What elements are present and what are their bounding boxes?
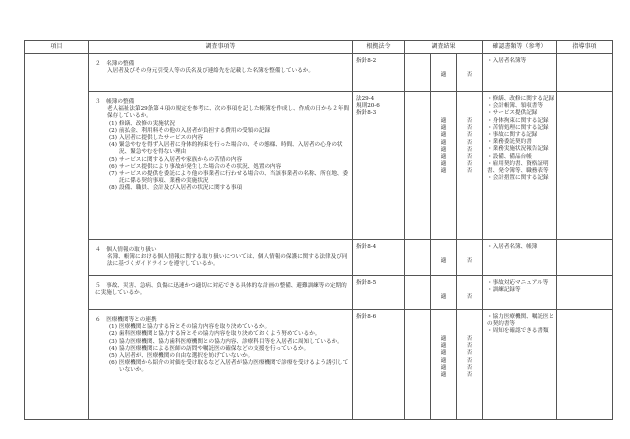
doc-reference: ・入居者名簿等	[487, 58, 527, 64]
sub-item-number: (3)	[109, 338, 117, 345]
table-row	[25, 240, 613, 276]
notes-cell[interactable]	[557, 240, 613, 276]
docs-cell	[483, 54, 557, 92]
result-no-cell	[457, 310, 483, 420]
sub-item-text: サービスの提供を委託により他の事業者に行わせる場合の、当該事業者の名称、所在地、委託に係る契約事項、業務の実施状況	[119, 171, 349, 185]
sub-item	[89, 128, 352, 135]
basis-cell	[353, 310, 405, 420]
result-yes-mark[interactable]: 適	[440, 258, 447, 264]
result-spacer-cell	[405, 276, 431, 310]
sub-item-number: (8)	[109, 185, 117, 192]
docs-cell	[483, 310, 557, 420]
sub-item-number: (6)	[109, 163, 117, 170]
basis-reference: 指針8-3	[356, 110, 377, 117]
basis-reference: 指針8-5	[356, 280, 377, 286]
item-description: 入居者及びその身元引受人等の氏名及び連絡先を記載した名簿を整備しているか。	[107, 68, 314, 75]
sub-item-number: (1)	[109, 120, 117, 127]
sub-item-number: (5)	[109, 353, 117, 360]
result-yes-mark[interactable]: 適	[440, 350, 447, 357]
sub-item-number: (5)	[109, 156, 117, 163]
table-row	[25, 92, 613, 240]
result-spacer-cell	[405, 54, 431, 92]
doc-reference: ・事故対応マニュアル等	[487, 280, 549, 286]
item-description: 名簿、帳簿における個人情報に関する取り扱いについては、個人情報の保護に関する法律及び同法に基づくガイドラインを遵守しているか。	[107, 254, 348, 268]
sub-item-text: 緊急やむを得ず入居者に身体的拘束を行った場合の、その態様、時間、入居者の心身の状況、緊急やむを得ない理由	[119, 142, 343, 156]
result-yes-mark[interactable]: 適	[440, 154, 447, 160]
result-no-mark[interactable]: 否	[466, 146, 473, 153]
notes-cell[interactable]	[557, 92, 613, 240]
result-spacer-cell	[405, 92, 431, 240]
table-row	[25, 54, 613, 92]
header-item: 項目	[25, 41, 89, 54]
sub-item	[89, 157, 352, 164]
result-no-mark[interactable]: 否	[466, 161, 473, 168]
result-yes-mark[interactable]: 適	[440, 72, 447, 78]
sub-item	[89, 121, 352, 128]
doc-reference: ・設備、備品台帳	[487, 153, 532, 160]
item-description: 老人福祉法第29条第４項の規定を参考に、次の事項を記した帳簿を作成し、作成の日から２年間保存しているか。	[107, 106, 350, 120]
sub-item-text: サービス提供により事故が発生した場合のその状況、処置の内容	[119, 163, 282, 170]
result-no-mark[interactable]: 否	[466, 350, 473, 357]
result-yes-mark[interactable]: 適	[440, 364, 447, 371]
sub-item-text: 入居者に提供したサービスの内容	[119, 135, 203, 142]
doc-reference: ・業務実施状況報告記録	[487, 146, 549, 153]
sub-item-text: 医療機関と協力する旨とその協力内容を取り決めているか。	[119, 324, 271, 331]
sub-item-text: 入居者が、医療機関の自由な選択を妨げていないか。	[119, 353, 254, 360]
result-yes-mark[interactable]: 適	[440, 132, 447, 139]
doc-reference: ・協力医療機関、嘱託医との契約書等	[487, 314, 555, 328]
item-description: ５ 事故、災害、急病、負傷に迅速かつ適切に対応できる具体的な計画の整備、避難訓練等の定期的に実施しているか。	[95, 283, 347, 297]
doc-reference: ・雇用契約書、資格証明書、発令簿等、職務表等	[487, 160, 549, 175]
result-no-mark[interactable]: 否	[466, 132, 473, 139]
result-no-mark[interactable]: 否	[466, 72, 473, 78]
result-no-mark[interactable]: 否	[466, 343, 473, 350]
docs-cell	[483, 92, 557, 240]
header-result: 調査結果	[405, 41, 483, 54]
result-yes-mark[interactable]: 適	[440, 372, 447, 378]
sub-item	[89, 360, 352, 374]
docs-cell	[483, 240, 557, 276]
item-title: ３ 帳簿の整備	[95, 99, 135, 105]
sub-item	[89, 346, 352, 353]
result-yes-cell	[431, 310, 457, 420]
doc-reference: ・修繕、改修に関する記録	[487, 96, 555, 102]
result-no-cell	[457, 54, 483, 92]
result-yes-mark[interactable]: 適	[440, 125, 447, 132]
sub-item	[89, 331, 352, 338]
doc-reference: ・事故に関する記録	[487, 132, 538, 139]
result-no-mark[interactable]: 否	[466, 168, 473, 175]
notes-cell[interactable]	[557, 54, 613, 92]
sub-item-number: (2)	[109, 331, 117, 338]
result-no-mark[interactable]: 否	[466, 357, 473, 364]
item-title: ６ 医療機関等との連携	[95, 317, 157, 323]
sub-item-number: (7)	[109, 171, 117, 178]
result-yes-mark[interactable]: 適	[440, 139, 447, 146]
result-yes-cell	[431, 54, 457, 92]
result-no-mark[interactable]: 否	[466, 364, 473, 371]
item-column-cell	[25, 54, 89, 420]
basis-cell	[353, 276, 405, 310]
result-spacer-cell	[405, 310, 431, 420]
sub-item-text: サービスに関する入居者や家族からの苦情の内容	[119, 156, 243, 163]
result-yes-cell	[431, 92, 457, 240]
basis-cell	[353, 92, 405, 240]
doc-reference: ・訓練記録等	[487, 287, 521, 294]
matter-cell	[89, 310, 353, 420]
inspection-table	[24, 40, 613, 420]
result-no-mark[interactable]: 否	[466, 118, 473, 124]
matter-cell	[89, 54, 353, 92]
result-yes-mark[interactable]: 適	[440, 161, 447, 168]
basis-reference: 指針8-6	[356, 314, 377, 320]
result-no-mark[interactable]: 否	[466, 139, 473, 146]
header-matter: 調査事項等	[89, 41, 353, 54]
basis-cell	[353, 240, 405, 276]
matter-cell	[89, 92, 353, 240]
result-no-mark[interactable]: 否	[466, 336, 473, 342]
result-yes-mark[interactable]: 適	[440, 168, 447, 175]
header-basis: 根拠法令	[353, 41, 405, 54]
header-notes: 指導事項	[557, 41, 613, 54]
sub-item-text: 設備、職員、会計及び入居者の状況に関する事項	[119, 185, 243, 192]
doc-reference: ・周知を確認できる書類	[487, 328, 549, 335]
sub-item	[89, 339, 352, 346]
result-no-cell	[457, 92, 483, 240]
doc-reference: ・苦情処理に関する記録	[487, 124, 549, 131]
doc-reference: ・サービス提供記録	[487, 110, 538, 117]
sub-item-text: 医療機関から紹介の対価を受け取るなど入居者が協力医療機関で診療を受けるよう誘引していないか。	[119, 360, 349, 374]
sub-item-number: (3)	[109, 135, 117, 142]
result-yes-mark[interactable]: 適	[440, 357, 447, 364]
header-row	[25, 41, 613, 54]
sub-item	[89, 142, 352, 156]
doc-reference: ・入居者名簿、帳簿	[487, 244, 538, 250]
doc-reference: ・業務委託契約書	[487, 139, 532, 146]
matter-cell	[89, 240, 353, 276]
result-no-mark[interactable]: 否	[466, 372, 473, 378]
result-yes-cell	[431, 240, 457, 276]
notes-cell[interactable]	[557, 310, 613, 420]
basis-reference: 指針8-2	[356, 58, 377, 64]
result-no-mark[interactable]: 否	[466, 125, 473, 132]
doc-reference: ・会計措置に関する記録	[487, 175, 549, 182]
sub-item	[89, 185, 352, 192]
basis-reference: 指針8-4	[356, 244, 377, 250]
sub-item-number: (4)	[109, 345, 117, 352]
sub-item	[89, 171, 352, 185]
sub-item-text: 協力医療機関、協力歯科医療機関との協力内容、診療科目等を入居者に周知しているか。	[119, 338, 343, 345]
result-yes-cell	[431, 276, 457, 310]
sub-item-number: (2)	[109, 127, 117, 134]
result-no-mark[interactable]: 否	[466, 294, 473, 300]
sub-item-text: 修繕、改修の実施状況	[119, 120, 175, 127]
result-no-cell	[457, 276, 483, 310]
notes-cell[interactable]	[557, 276, 613, 310]
result-no-mark[interactable]: 否	[466, 154, 473, 160]
result-no-cell	[457, 240, 483, 276]
sub-item-number: (4)	[109, 142, 117, 149]
docs-cell	[483, 276, 557, 310]
doc-reference: ・会計帳簿、領収書等	[487, 103, 543, 110]
item-title: ４ 個人情報の取り扱い	[95, 247, 157, 253]
basis-reference: 規則20-6	[356, 103, 380, 110]
sub-item-number: (6)	[109, 360, 117, 367]
matter-cell	[89, 276, 353, 310]
sub-item-text: 歯科医療機関と協力する旨とその協力内容を取り決めておくよう努めているか。	[119, 331, 321, 338]
table-row	[25, 310, 613, 420]
result-yes-mark[interactable]: 適	[440, 294, 447, 300]
basis-reference: 法29-4	[356, 96, 375, 102]
result-yes-mark[interactable]: 適	[440, 146, 447, 153]
item-title: ２ 名簿の整備	[95, 61, 135, 67]
sub-item-text: 前払金、利用料その他の入居者が負担する費用の受領の記録	[119, 127, 271, 134]
result-yes-mark[interactable]: 適	[440, 118, 447, 124]
result-no-mark[interactable]: 否	[466, 258, 473, 264]
sub-item	[89, 164, 352, 171]
sub-item-text: 協力医療機関による医師の訪問や嘱託医の確保などの支援を行っているか。	[119, 345, 310, 352]
doc-reference: ・身体拘束に関する記録	[487, 117, 549, 124]
sub-item-number: (1)	[109, 324, 117, 331]
header-docs: 確認書類等（参考）	[483, 41, 557, 54]
basis-cell	[353, 54, 405, 92]
result-yes-mark[interactable]: 適	[440, 343, 447, 350]
result-spacer-cell	[405, 240, 431, 276]
table-row	[25, 276, 613, 310]
result-yes-mark[interactable]: 適	[440, 336, 447, 342]
